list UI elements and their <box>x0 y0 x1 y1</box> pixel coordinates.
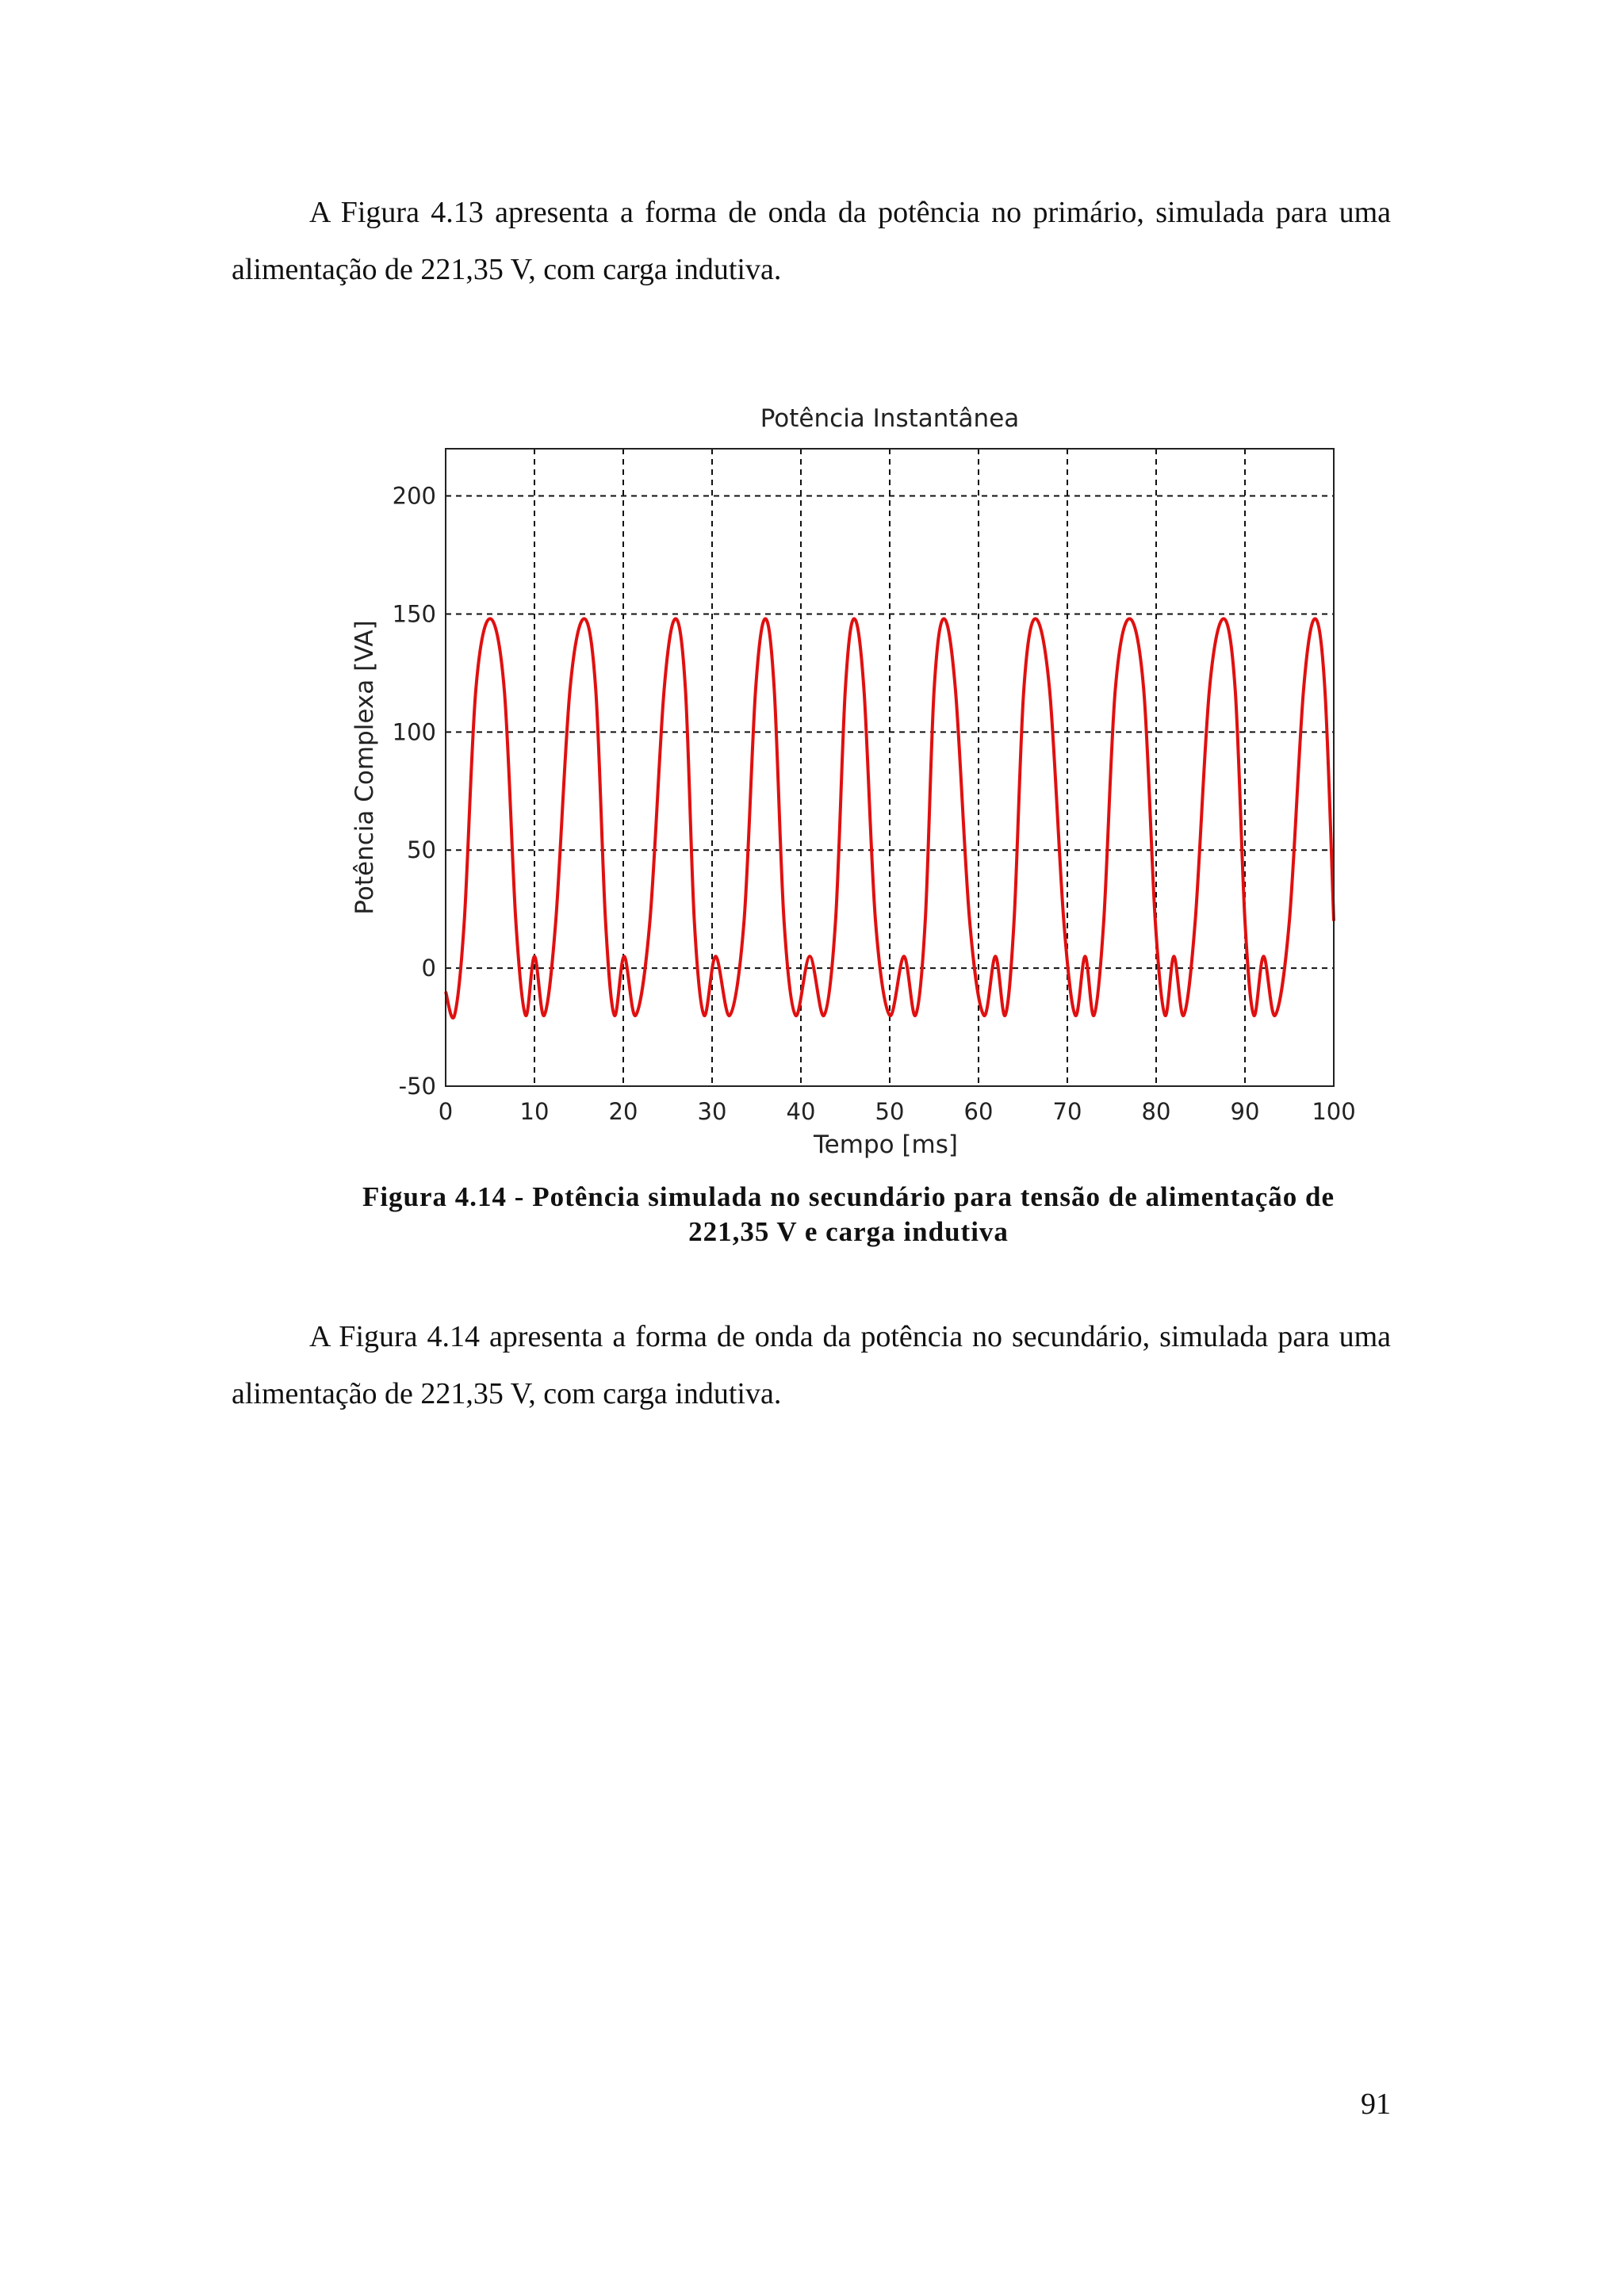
x-tick-label: 50 <box>875 1098 905 1125</box>
caption-line-2: 221,35 V e carga indutiva <box>688 1216 1009 1247</box>
y-axis-label: Potência Complexa [VA] <box>350 620 379 915</box>
y-tick-label: 100 <box>392 718 436 746</box>
y-tick-label: 50 <box>407 836 436 864</box>
x-tick-label: 20 <box>608 1098 638 1125</box>
y-tick-label: 150 <box>392 600 436 628</box>
x-tick-label: 100 <box>1312 1098 1356 1125</box>
x-tick-label: 30 <box>697 1098 727 1125</box>
x-axis-label: Tempo [ms] <box>814 1131 958 1159</box>
x-tick-label: 40 <box>786 1098 816 1125</box>
y-tick-label: 0 <box>421 955 436 982</box>
page-number: 91 <box>1361 2087 1391 2121</box>
x-tick-label: 10 <box>519 1098 550 1125</box>
x-tick-label: 80 <box>1141 1098 1171 1125</box>
x-tick-label: 0 <box>438 1098 454 1125</box>
y-tick-label: 200 <box>392 482 436 510</box>
paragraph-1: A Figura 4.13 apresenta a forma de onda da potência no primário, simulada para uma alimentação de 221,35 V, com carga indutiva. <box>232 196 1391 286</box>
y-tick-label: -50 <box>398 1073 436 1100</box>
caption-line-1: Figura 4.14 - Potência simulada no secundário para tensão de alimentação de <box>362 1181 1335 1212</box>
figure-caption <box>317 1180 1380 1249</box>
x-tick-label: 60 <box>963 1098 994 1125</box>
x-tick-label: 70 <box>1052 1098 1082 1125</box>
paragraph-2: A Figura 4.14 apresenta a forma de onda da potência no secundário, simulada para uma alimentação de 221,35 V, com carga indutiva. <box>232 1320 1391 1410</box>
chart-title: Potência Instantânea <box>760 404 1020 433</box>
x-tick-label: 90 <box>1230 1098 1260 1125</box>
